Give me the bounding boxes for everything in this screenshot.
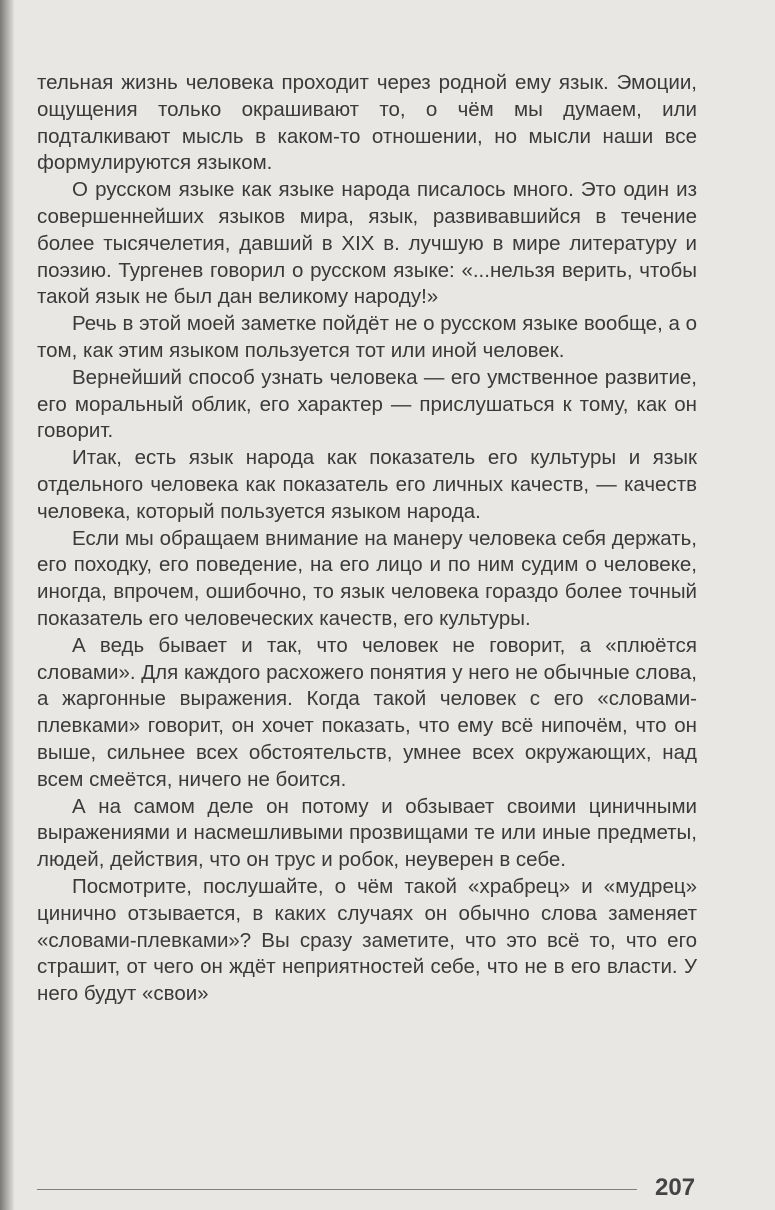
paragraph: Посмотрите, послушайте, о чём такой «храбрец» и «мудрец» цинично отзывается, в каких случаях он обычно слова заменяет «словами-плевками»? Вы сразу заметите, что это всё то, что его страшит, от чего он ждёт неприятностей себе, что не в его власти. У него будут «свои»	[37, 874, 697, 1006]
paragraph: Вернейший способ узнать человека — его умственное развитие, его моральный облик, его характер — прислушаться к тому, как он говорит.	[37, 365, 697, 443]
page-body-text	[37, 70, 697, 1008]
paragraph: Итак, есть язык народа как показатель его культуры и язык отдельного человека как показатель его личных качеств, — качеств человека, который пользуется языком народа.	[37, 446, 697, 523]
paragraph: А ведь бывает и так, что человек не говорит, а «плюётся словами». Для каждого расхожего понятия у него не обычные слова, а жаргонные выражения. Когда такой человек с его «словами-плевками» говорит, он хочет показать, что ему всё нипочём, что он выше, сильнее всех обстоятельств, умнее всех окружающих, над всем смеётся, ничего не боится.	[37, 633, 697, 791]
page-number: 207	[655, 1174, 696, 1201]
paragraph: А на самом деле он потому и обзывает своими циничными выражениями и насмешливыми прозвищами те или иные предметы, людей, действия, что он трус и робок, неуверен в себе.	[37, 794, 697, 872]
paragraph: О русском языке как языке народа писалось много. Это один из совершеннейших языков мира, язык, развивавшийся в течение более тысячелетия, давший в XIX в. лучшую в мире литературу и поэзию. Тургенев говорил о русском языке: «...нельзя верить, чтобы такой язык не был дан великому народу!»	[37, 178, 697, 309]
paragraph: тельная жизнь человека проходит через родной ему язык. Эмоции, ощущения только окрашивают то, о чём мы думаем, или подталкивают мысль в каком-то отношении, но мысли наши все формулируются языком.	[37, 71, 697, 175]
book-spine-shadow	[0, 0, 14, 1210]
footer-rule	[37, 1189, 637, 1190]
paragraph: Если мы обращаем внимание на манеру человека себя держать, его походку, его поведение, на его лицо и по ним судим о человеке, иногда, впрочем, ошибочно, то язык человека гораздо более точный показатель его человеческих качеств, его культуры.	[37, 526, 697, 630]
paragraph: Речь в этой моей заметке пойдёт не о русском языке вообще, а о том, как этим языком пользуется тот или иной человек.	[37, 312, 697, 362]
